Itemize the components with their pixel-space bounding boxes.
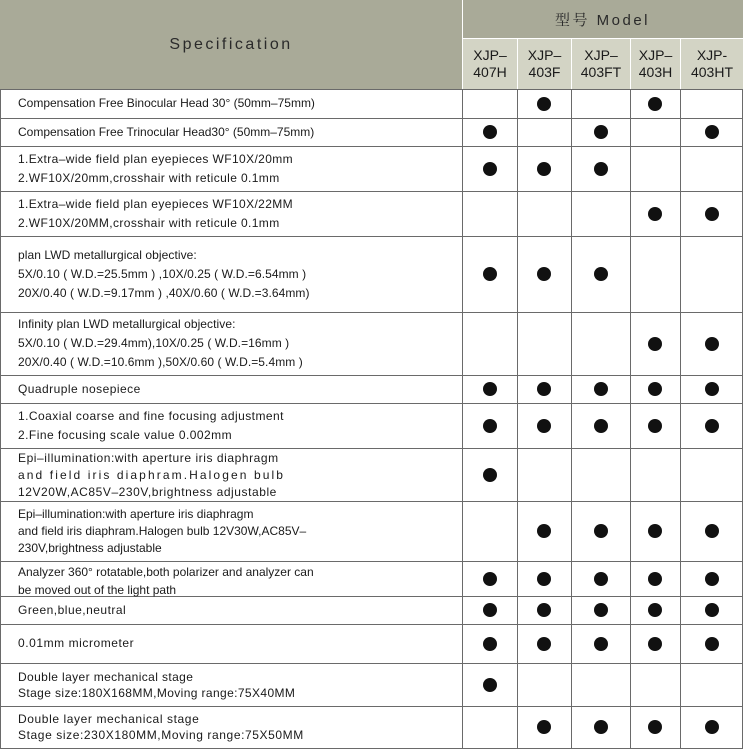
specification-line: Stage size:230X180MM,Moving range:75X50MM xyxy=(18,728,304,742)
availability-dot xyxy=(483,572,497,586)
model-column-header xyxy=(681,38,743,89)
availability-dot xyxy=(705,572,719,586)
row-divider xyxy=(0,403,743,404)
specification-line: Double layer mechanical stage xyxy=(18,670,194,684)
specification-line: 2.WF10X/20mm,crosshair with reticule 0.1mm xyxy=(18,171,280,185)
availability-dot xyxy=(705,524,719,538)
specification-line: Compensation Free Trinocular Head30° (50mm–75mm) xyxy=(18,125,315,139)
column-divider xyxy=(571,38,572,89)
specification-cell xyxy=(18,94,315,113)
row-divider xyxy=(0,706,743,707)
row-divider xyxy=(0,375,743,376)
column-divider xyxy=(680,38,681,89)
availability-dot xyxy=(537,637,551,651)
row-divider xyxy=(0,448,743,449)
model-code-prefix: XJP– xyxy=(473,46,507,63)
availability-dot xyxy=(537,603,551,617)
availability-dot xyxy=(537,419,551,433)
specification-line: 1.Extra–wide field plan eyepieces WF10X/22MM xyxy=(18,197,294,211)
specification-line: plan LWD metallurgical objective: xyxy=(18,248,197,262)
specification-cell xyxy=(18,195,293,233)
row-divider xyxy=(0,501,743,502)
row-divider xyxy=(0,118,743,119)
specification-cell xyxy=(18,150,293,188)
specification-cell xyxy=(18,380,141,399)
availability-dot xyxy=(594,419,608,433)
specification-line: 230V,brightness adjustable xyxy=(18,541,162,555)
availability-dot xyxy=(483,468,497,482)
availability-dot xyxy=(537,267,551,281)
specification-line: 5X/0.10 ( W.D.=25.5mm ) ,10X/0.25 ( W.D.=6.54mm ) xyxy=(18,267,307,281)
availability-dot xyxy=(483,125,497,139)
model-column-header xyxy=(572,38,630,89)
availability-dot xyxy=(594,267,608,281)
column-divider xyxy=(517,38,518,89)
specification-cell xyxy=(18,450,285,501)
specification-line: Infinity plan LWD metallurgical objective: xyxy=(18,317,236,331)
row-divider xyxy=(0,236,743,237)
model-header: 型号 Model xyxy=(462,0,743,38)
availability-dot xyxy=(537,382,551,396)
availability-dot xyxy=(537,524,551,538)
specification-line: 1.Coaxial coarse and fine focusing adjustment xyxy=(18,409,284,423)
specification-line: Compensation Free Binocular Head 30° (50mm–75mm) xyxy=(18,96,315,110)
specification-line: 20X/0.40 ( W.D.=9.17mm ) ,40X/0.60 ( W.D.=3.64mm) xyxy=(18,286,310,300)
column-divider xyxy=(517,89,518,749)
availability-dot xyxy=(705,207,719,221)
availability-dot xyxy=(483,678,497,692)
availability-dot xyxy=(483,419,497,433)
availability-dot xyxy=(648,207,662,221)
availability-dot xyxy=(594,162,608,176)
availability-dot xyxy=(648,382,662,396)
availability-dot xyxy=(705,720,719,734)
row-divider xyxy=(0,748,743,749)
availability-dot xyxy=(594,603,608,617)
row-divider xyxy=(0,146,743,147)
specification-line: Analyzer 360° rotatable,both polarizer and analyzer can xyxy=(18,565,314,579)
specification-line: Epi–illumination:with aperture iris diaphragm xyxy=(18,507,254,521)
availability-dot xyxy=(483,382,497,396)
availability-dot xyxy=(594,524,608,538)
row-divider xyxy=(0,561,743,562)
row-divider xyxy=(0,191,743,192)
column-divider xyxy=(630,38,631,89)
model-code-prefix: XJP– xyxy=(638,46,673,63)
specification-line: 1.Extra–wide field plan eyepieces WF10X/20mm xyxy=(18,152,294,166)
model-code-prefix: XJP- xyxy=(696,46,728,63)
availability-dot xyxy=(483,637,497,651)
specification-line: Stage size:180X168MM,Moving range:75X40MM xyxy=(18,686,296,700)
specification-cell xyxy=(18,563,314,599)
specification-line: 5X/0.10 ( W.D.=29.4mm),10X/0.25 ( W.D.=16mm ) xyxy=(18,336,290,350)
column-divider xyxy=(0,89,1,749)
availability-dot xyxy=(648,97,662,111)
availability-dot xyxy=(537,572,551,586)
availability-dot xyxy=(705,337,719,351)
specification-cell xyxy=(18,315,303,372)
availability-dot xyxy=(648,637,662,651)
model-code-number: 403FT xyxy=(580,63,622,80)
column-divider xyxy=(462,0,463,89)
model-column-header xyxy=(463,38,517,89)
availability-dot xyxy=(705,382,719,396)
availability-dot xyxy=(483,267,497,281)
specification-line: 12V20W,AC85V–230V,brightness adjustable xyxy=(18,485,277,499)
specification-cell xyxy=(18,711,304,743)
specification-header: Specification xyxy=(0,0,462,89)
row-divider xyxy=(0,624,743,625)
specification-line: 20X/0.40 ( W.D.=10.6mm ),50X/0.60 ( W.D.=5.4mm ) xyxy=(18,355,303,369)
model-code-number: 403H xyxy=(638,63,673,80)
column-divider xyxy=(571,89,572,749)
specification-cell xyxy=(18,634,134,653)
specification-cell xyxy=(18,506,306,557)
availability-dot xyxy=(648,572,662,586)
availability-dot xyxy=(705,637,719,651)
row-divider xyxy=(0,89,743,90)
specification-line: Epi–illumination:with aperture iris diaphragm xyxy=(18,451,279,465)
specification-line: 2.Fine focusing scale value 0.002mm xyxy=(18,428,233,442)
availability-dot xyxy=(705,603,719,617)
specification-line: Double layer mechanical stage xyxy=(18,712,200,726)
specification-line: Quadruple nosepiece xyxy=(18,382,141,396)
availability-dot xyxy=(705,125,719,139)
row-divider xyxy=(0,312,743,313)
specification-line: be moved out of the light path xyxy=(18,583,177,597)
model-column-header xyxy=(631,38,680,89)
specification-line: Green,blue,neutral xyxy=(18,603,127,617)
specification-cell xyxy=(18,246,310,303)
model-code-prefix: XJP– xyxy=(584,46,618,63)
model-code-number: 403HT xyxy=(690,63,734,80)
column-divider xyxy=(630,89,631,749)
availability-dot xyxy=(705,419,719,433)
specification-cell xyxy=(18,407,284,445)
specification-cell xyxy=(18,669,295,701)
availability-dot xyxy=(648,603,662,617)
availability-dot xyxy=(537,720,551,734)
availability-dot xyxy=(594,720,608,734)
availability-dot xyxy=(648,337,662,351)
availability-dot xyxy=(483,603,497,617)
specification-line: 0.01mm micrometer xyxy=(18,636,135,650)
availability-dot xyxy=(648,720,662,734)
availability-dot xyxy=(537,97,551,111)
availability-dot xyxy=(648,419,662,433)
specification-line: and field iris diaphram.Halogen bulb xyxy=(18,468,286,482)
model-code-number: 407H xyxy=(473,63,507,80)
model-code-prefix: XJP– xyxy=(527,46,562,63)
availability-dot xyxy=(648,524,662,538)
specification-cell xyxy=(18,601,126,620)
availability-dot xyxy=(594,125,608,139)
availability-dot xyxy=(594,572,608,586)
row-divider xyxy=(0,663,743,664)
availability-dot xyxy=(483,162,497,176)
availability-dot xyxy=(537,162,551,176)
specification-line: and field iris diaphram.Halogen bulb 12V30W,AC85V– xyxy=(18,524,307,538)
row-divider xyxy=(462,38,743,39)
availability-dot xyxy=(594,637,608,651)
column-divider xyxy=(680,89,681,749)
specification-line: 2.WF10X/20MM,crosshair with reticule 0.1mm xyxy=(18,216,280,230)
model-code-number: 403F xyxy=(528,63,561,80)
column-divider xyxy=(462,89,463,749)
specification-cell xyxy=(18,123,314,142)
model-column-header xyxy=(518,38,571,89)
availability-dot xyxy=(594,382,608,396)
